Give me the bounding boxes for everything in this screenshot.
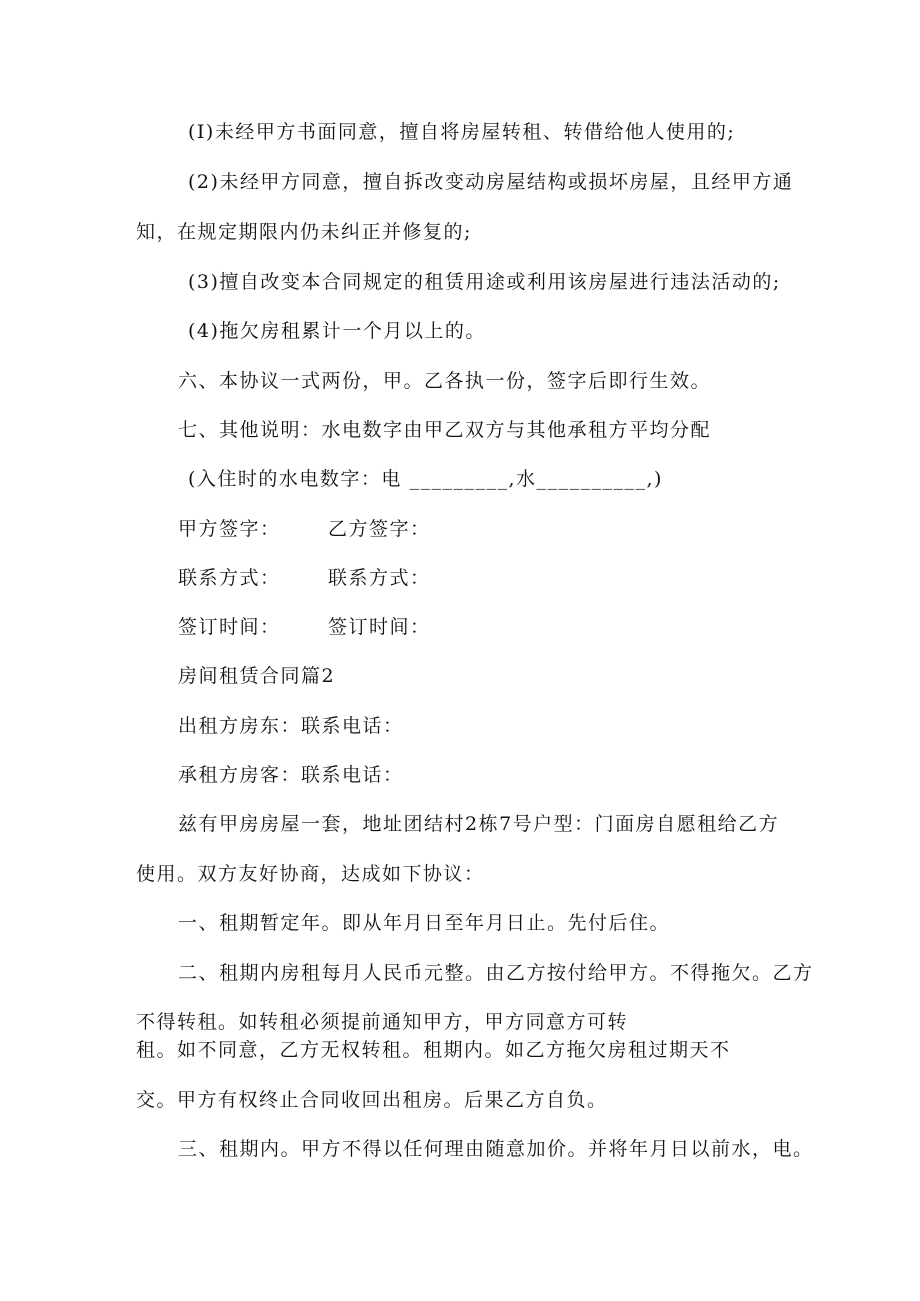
landlord-line: 出租方房东：联系电话： <box>178 715 404 737</box>
party-b-signature-label: 乙方签字： <box>328 518 431 540</box>
utility-readings: (入住时的水电数字：电 _________,水__________,) <box>188 468 663 490</box>
party-a-signature-label: 甲方签字： <box>178 518 281 540</box>
term-two-continued-1: 不得转租。如转租必须提前通知甲方，甲方同意方可转 <box>136 1011 629 1033</box>
party-b-date-label: 签订时间： <box>328 616 431 638</box>
party-b-contact-label: 联系方式： <box>328 567 431 589</box>
date-row <box>178 615 431 639</box>
term-one: 一、租期暂定年。即从年月日至年月日止。先付后住。 <box>178 912 671 934</box>
term-two: 二、租期内房租每月人民币元整。由乙方按付给甲方。不得拖欠。乙方 <box>178 962 814 984</box>
section-title: 房间租赁合同篇2 <box>178 665 336 687</box>
clause-item-2-continued: 知，在规定期限内仍未纠正并修复的; <box>136 221 472 243</box>
intro-paragraph-continued: 使用。双方友好协商，达成如下协议： <box>136 863 485 885</box>
clause-item-4: (4)拖欠房租累计一个月以上的。 <box>188 320 486 342</box>
intro-paragraph: 兹有甲房房屋一套，地址团结村2栋7号户型：门面房自愿租给乙方 <box>178 813 780 835</box>
tenant-line: 承租方房客：联系电话： <box>178 764 404 786</box>
clause-item-3: (3)擅自改变本合同规定的租赁用途或利用该房屋进行违法活动的; <box>188 271 781 293</box>
clause-six: 六、本协议一式两份，甲。乙各执一份，签字后即行生效。 <box>178 370 712 392</box>
clause-item-2: (2)未经甲方同意，擅自拆改变动房屋结构或损坏房屋，且经甲方通 <box>188 171 794 193</box>
clause-item-1: (I)未经甲方书面同意，擅自将房屋转租、转借给他人使用的; <box>188 121 736 143</box>
term-three: 三、租期内。甲方不得以任何理由随意加价。并将年月日以前水，电。 <box>178 1138 814 1160</box>
term-two-continued-2: 租。如不同意，乙方无权转租。租期内。如乙方拖欠房租过期天不 <box>136 1039 731 1061</box>
signature-row <box>178 517 431 541</box>
contact-row <box>178 566 431 590</box>
party-a-date-label: 签订时间： <box>178 616 281 638</box>
clause-seven: 七、其他说明：水电数字由甲乙双方与其他承租方平均分配 <box>178 419 712 441</box>
party-a-contact-label: 联系方式： <box>178 567 281 589</box>
term-two-continued-3: 交。甲方有权终止合同收回出租房。后果乙方自负。 <box>136 1089 608 1111</box>
